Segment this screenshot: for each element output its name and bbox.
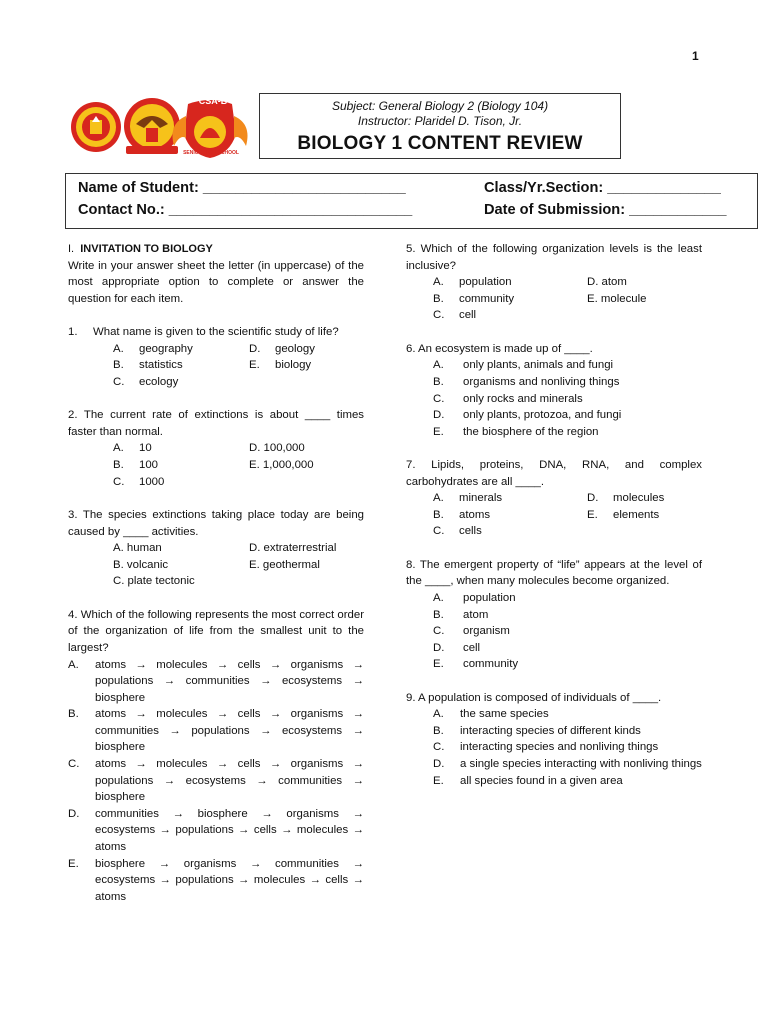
option-d[interactable]: D. communities → biosphere → organisms → ecosystems → populations → cells → molecules → atoms: [68, 807, 364, 854]
option-a[interactable]: A. human: [113, 542, 162, 555]
question-1-options: [68, 341, 364, 391]
question-2-options: [68, 440, 364, 490]
title-box: [259, 93, 621, 159]
logo-senior-high-text: SENIOR HIGH SCHOOL: [183, 150, 239, 156]
option-d[interactable]: D. a single species interacting with nonliving things: [433, 757, 702, 770]
question-5: 5. Which of the following organization levels is the least inclusive?: [406, 243, 702, 272]
option-c[interactable]: C. 1000: [113, 475, 165, 488]
option-d[interactable]: D. geology: [249, 342, 315, 355]
question-9: 9. A population is composed of individuals of ____.: [406, 691, 662, 704]
option-c[interactable]: C. ecology: [113, 375, 179, 388]
option-a[interactable]: A. population: [433, 276, 512, 289]
logo-csab-text: CSA-B: [198, 96, 228, 106]
left-column: [68, 241, 364, 905]
question-8: 8. The emergent property of “life” appears at the level of the ____, when many molecules become organized.: [406, 558, 702, 588]
contact-number-field[interactable]: Contact No.: ______________________________: [78, 202, 413, 218]
student-name-field[interactable]: Name of Student: _________________________: [78, 180, 406, 196]
option-b[interactable]: B. organisms and nonliving things: [433, 375, 620, 388]
option-d[interactable]: D. molecules: [587, 492, 665, 505]
right-column: [406, 241, 702, 789]
option-b[interactable]: B. atoms: [433, 508, 491, 521]
school-logos: [70, 94, 256, 160]
question-3-options: [68, 540, 364, 590]
school-seal-logo: [71, 102, 121, 152]
option-a[interactable]: A. minerals: [433, 492, 503, 505]
option-c[interactable]: C. cells: [433, 525, 482, 538]
option-e[interactable]: E. 1,000,000: [249, 458, 314, 471]
option-c[interactable]: C. plate tectonic: [113, 575, 195, 588]
option-d[interactable]: D. 100,000: [249, 442, 305, 455]
question-4: 4. Which of the following represents the most correct order of the organization of life from the smallest unit to the largest?: [68, 608, 364, 654]
option-a[interactable]: A. the same species: [433, 708, 549, 721]
option-a[interactable]: A. geography: [113, 342, 193, 355]
option-c[interactable]: C. organism: [433, 625, 510, 638]
question-6-options: [406, 357, 702, 440]
option-b[interactable]: B. interacting species of different kinds: [433, 724, 641, 737]
question-1: 1. What name is given to the scientific study of life?: [68, 325, 339, 338]
page-title: BIOLOGY 1 CONTENT REVIEW: [297, 133, 583, 154]
question-5-options: [406, 274, 702, 324]
option-a[interactable]: A. atoms → molecules → cells → organisms → populations → communities → ecosystems → biosphere: [68, 658, 364, 704]
question-7-options: [406, 490, 702, 540]
option-b[interactable]: B. 100: [113, 458, 159, 471]
option-b[interactable]: B. atoms → molecules → cells → organisms → communities → populations → ecosystems → biosphere: [68, 708, 364, 754]
option-c[interactable]: C. cell: [433, 309, 477, 322]
question-3: 3. The species extinctions taking place today are being caused by ____ activities.: [68, 508, 364, 538]
instructor-line: Instructor: Plaridel D. Tison, Jr.: [357, 114, 523, 128]
option-e[interactable]: E. community: [433, 658, 519, 671]
option-e[interactable]: E. all species found in a given area: [433, 774, 623, 787]
question-6: 6. An ecosystem is made up of ____.: [406, 342, 593, 355]
option-d[interactable]: D. cell: [433, 641, 481, 654]
option-e[interactable]: E. biology: [249, 359, 312, 372]
option-e[interactable]: E. molecule: [587, 292, 647, 305]
option-a[interactable]: A. only plants, animals and fungi: [433, 359, 614, 372]
subject-line: Subject: General Biology 2 (Biology 104): [331, 99, 549, 113]
student-info-box: [65, 173, 758, 229]
eagle-crest-logo: [124, 98, 180, 154]
option-c[interactable]: C. interacting species and nonliving things: [433, 741, 659, 754]
option-d[interactable]: D. only plants, protozoa, and fungi: [433, 409, 622, 422]
option-d[interactable]: D. atom: [587, 276, 627, 289]
option-c[interactable]: C. only rocks and minerals: [433, 392, 583, 405]
question-9-options: [406, 706, 702, 789]
option-d[interactable]: D. extraterrestrial: [249, 542, 337, 555]
section-instructions: Write in your answer sheet the letter (in uppercase) of the most appropriate option to complete or answer the question for each item.: [68, 259, 364, 305]
option-b[interactable]: B. statistics: [113, 359, 183, 372]
section-title: I. INVITATION TO BIOLOGY: [68, 243, 213, 255]
submission-date-field[interactable]: Date of Submission: ____________: [484, 202, 727, 218]
option-b[interactable]: B. community: [433, 292, 515, 305]
page-number: 1: [692, 49, 699, 63]
option-e[interactable]: E. the biosphere of the region: [433, 425, 599, 438]
question-7: 7. Lipids, proteins, DNA, RNA, and complex carbohydrates are all ____.: [406, 458, 702, 488]
class-section-field[interactable]: Class/Yr.Section: ______________: [484, 180, 721, 196]
option-b[interactable]: B. volcanic: [113, 558, 169, 571]
option-e[interactable]: E. biosphere → organisms → communities → ecosystems → populations → molecules → cells → atoms: [68, 857, 364, 903]
option-e[interactable]: E. elements: [587, 508, 660, 521]
option-c[interactable]: C. atoms → molecules → cells → organisms → populations → ecosystems → communities → biosphere: [68, 758, 364, 804]
option-a[interactable]: A. population: [433, 591, 516, 604]
option-e[interactable]: E. geothermal: [249, 558, 320, 571]
question-8-options: [406, 590, 702, 673]
question-2: 2. The current rate of extinctions is about ____ times faster than normal.: [68, 409, 364, 438]
option-b[interactable]: B. atom: [433, 608, 489, 621]
option-a[interactable]: A. 10: [113, 442, 152, 455]
